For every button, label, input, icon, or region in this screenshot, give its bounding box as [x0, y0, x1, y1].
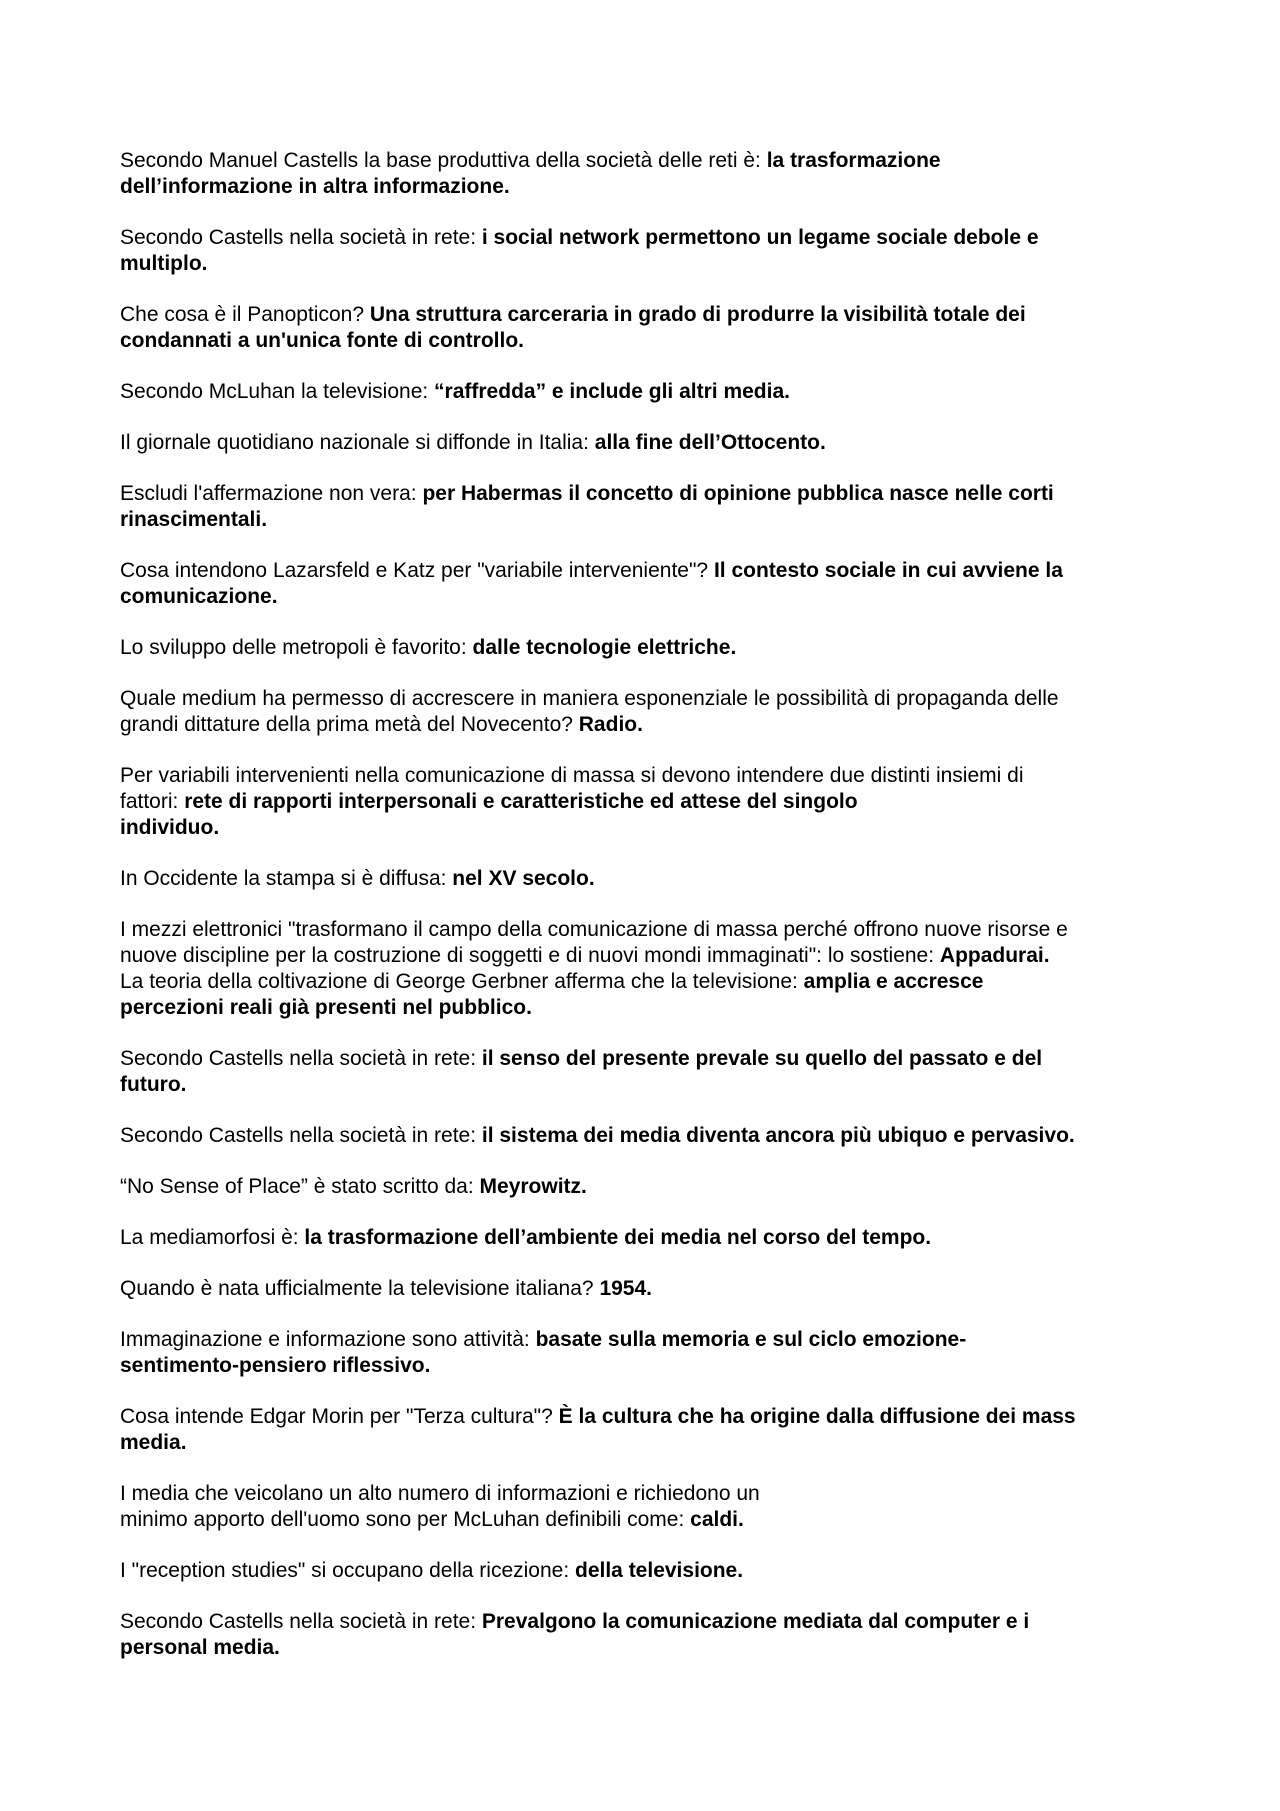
document-page — [120, 148, 1180, 1686]
answer-text: Appadurai. — [939, 944, 1050, 967]
qa-item-12 — [120, 917, 1180, 969]
answer-text: caldi. — [690, 1508, 744, 1531]
answer-text: È la cultura che ha origine dalla diffusione dei mass media. — [120, 1405, 1076, 1454]
question-text: “No Sense of Place” è stato scritto da: — [120, 1175, 480, 1198]
qa-item-10 — [120, 763, 1180, 841]
question-text: Secondo Castells nella società in rete: — [120, 1610, 482, 1633]
answer-text: basate sulla memoria e sul ciclo emozione- sentimento-pensiero riflessivo. — [120, 1328, 967, 1377]
answer-text: il sistema dei media diventa ancora più ubiquo e pervasivo. — [481, 1124, 1075, 1147]
qa-item-8 — [120, 635, 1180, 661]
question-text: Che cosa è il Panopticon? — [120, 303, 370, 326]
answer-text: la trasformazione dell’informazione in altra informazione. — [120, 149, 941, 198]
qa-item-21 — [120, 1481, 1180, 1533]
qa-item-23 — [120, 1609, 1180, 1661]
qa-item-7 — [120, 558, 1180, 610]
answer-text: alla fine dell’Ottocento. — [594, 431, 826, 454]
answer-text: Meyrowitz. — [479, 1175, 587, 1198]
question-text: Secondo Castells nella società in rete: — [120, 226, 482, 249]
qa-item-19 — [120, 1327, 1180, 1379]
qa-item-5 — [120, 430, 1180, 456]
qa-item-4 — [120, 379, 1180, 405]
qa-item-11 — [120, 866, 1180, 892]
answer-text: dalle tecnologie elettriche. — [472, 636, 737, 659]
qa-item-18 — [120, 1276, 1180, 1302]
qa-item-3 — [120, 302, 1180, 354]
answer-text: 1954. — [599, 1277, 652, 1300]
qa-item-9 — [120, 686, 1180, 738]
qa-item-15 — [120, 1123, 1180, 1149]
answer-text: rete di rapporti interpersonali e caratteristiche ed attese del singolo individuo. — [120, 790, 858, 839]
question-text: La teoria della coltivazione di George Gerbner afferma che la televisione: — [120, 970, 804, 993]
answer-text: la trasformazione dell’ambiente dei media nel corso del tempo. — [304, 1226, 932, 1249]
answer-text: nel XV secolo. — [452, 867, 595, 890]
qa-item-17 — [120, 1225, 1180, 1251]
qa-item-6 — [120, 481, 1180, 533]
qa-item-13 — [120, 969, 1180, 1021]
answer-text: Prevalgono la comunicazione mediata dal computer e i personal media. — [120, 1610, 1030, 1659]
qa-item-1 — [120, 148, 1180, 200]
qa-item-2 — [120, 225, 1180, 277]
answer-text: per Habermas il concetto di opinione pubblica nasce nelle corti rinascimentali. — [120, 482, 1054, 531]
question-text: I "reception studies" si occupano della ricezione: — [120, 1559, 575, 1582]
answer-text: il senso del presente prevale su quello del passato e del futuro. — [120, 1047, 1043, 1096]
answer-text: “raffredda” e include gli altri media. — [434, 380, 790, 403]
question-text: La mediamorfosi è: — [120, 1226, 305, 1249]
question-text: Cosa intende Edgar Morin per "Terza cultura"? — [120, 1405, 559, 1428]
question-text: Lo sviluppo delle metropoli è favorito: — [120, 636, 473, 659]
question-text: Secondo Manuel Castells la base produttiva della società delle reti è: — [120, 149, 767, 172]
question-text: Cosa intendono Lazarsfeld e Katz per "variabile interveniente"? — [120, 559, 714, 582]
question-text: Secondo Castells nella società in rete: — [120, 1047, 482, 1070]
question-text: Per variabili intervenienti nella comunicazione di massa si devono intendere due distinti insiemi di fattori: — [120, 764, 1024, 813]
answer-text: Il contesto sociale in cui avviene la comunicazione. — [120, 559, 1063, 608]
question-text: I media che veicolano un alto numero di informazioni e richiedono un minimo apporto dell'uomo sono per McLuhan definibili come: — [120, 1482, 760, 1531]
answer-text: Una struttura carceraria in grado di produrre la visibilità totale dei condannati a un'unica fonte di controllo. — [120, 303, 1026, 352]
answer-text: amplia e accresce percezioni reali già presenti nel pubblico. — [120, 970, 984, 1019]
answer-text: della televisione. — [575, 1559, 744, 1582]
answer-text: Radio. — [578, 713, 643, 736]
question-text: Secondo McLuhan la televisione: — [120, 380, 435, 403]
qa-item-14 — [120, 1046, 1180, 1098]
question-text: Secondo Castells nella società in rete: — [120, 1124, 482, 1147]
question-text: Escludi l'affermazione non vera: — [120, 482, 423, 505]
question-text: Il giornale quotidiano nazionale si diffonde in Italia: — [120, 431, 595, 454]
qa-item-22 — [120, 1558, 1180, 1584]
question-text: Quando è nata ufficialmente la televisione italiana? — [120, 1277, 600, 1300]
qa-item-16 — [120, 1174, 1180, 1200]
question-text: I mezzi elettronici "trasformano il campo della comunicazione di massa perché offrono nuove risorse e nuove discipline per la costruzione di soggetti e di nuovi mondi immaginati": lo sostiene: — [120, 918, 1068, 967]
question-text: Quale medium ha permesso di accrescere in maniera esponenziale le possibilità di propaganda delle grandi dittature della prima metà del Novecento? — [120, 687, 1059, 736]
qa-item-20 — [120, 1404, 1180, 1456]
question-text: In Occidente la stampa si è diffusa: — [120, 867, 453, 890]
answer-text: i social network permettono un legame sociale debole e multiplo. — [120, 226, 1039, 275]
question-text: Immaginazione e informazione sono attività: — [120, 1328, 536, 1351]
